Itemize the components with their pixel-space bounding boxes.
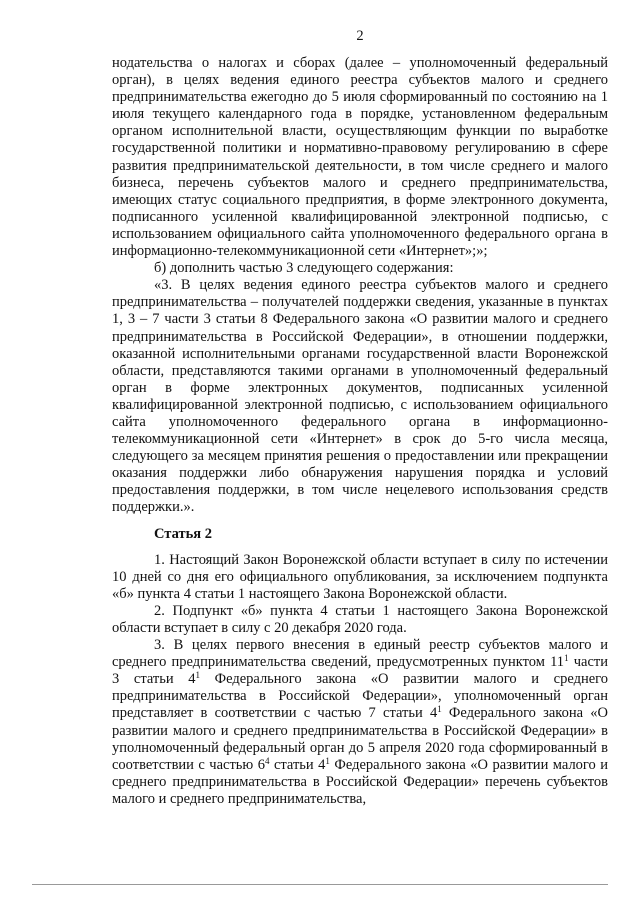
document-body [112, 55, 608, 808]
paragraph-part-3: «3. В целях ведения единого реестра субъектов малого и среднего предпринимательства – получателей поддержки сведения, указанные в пунктах 1, 3 – 7 части 3 статьи 8 Федерального закона «О развитии малого и среднего предпринимательства в Российской Федерации», в отношении поддержки, оказанной исполнительными органами государственной власти Воронежской области, представляются такими органами в уполномоченный федеральный орган в форме электронных документов, подписанных усиленной квалифицированной электронной подписью, с использованием официального сайта уполномоченного федерального органа в информационно-телекоммуникационной сети «Интернет» в срок до 5-го числа месяца, следующего за месяцем принятия решения о предоставлении или прекращении оказания поддержки либо обнаружения нарушения порядка и условий предоставления поддержки, в том числе нецелевого использования средств поддержки.». [112, 277, 608, 516]
text-segment: статьи 4 [269, 756, 326, 773]
paragraph-article2-item1: 1. Настоящий Закон Воронежской области вступает в силу по истечении 10 дней со дня его официального опубликования, за исключением подпункта «б» пункта 4 статьи 1 настоящего Закона Воронежской области. [112, 551, 608, 602]
paragraph-continuation: нодательства о налогах и сборах (далее – уполномоченный федеральный орган), в целях ведения единого реестра субъектов малого и среднего предпринимательства ежегодно до 5 июля сформированный по состоянию на 1 июля текущего календарного года в порядке, установленном федеральным органом исполнительной власти, осуществляющим функции по выработке государственной политики и нормативно-правовому регулированию в сфере развития предпринимательской деятельности, в том числе среднего и малого бизнеса, перечень субъектов малого и среднего предпринимательства, имеющих статус социального предприятия, в форме электронного документа, подписанного усиленной квалифицированной электронной подписью, с использованием официального сайта уполномоченного федерального органа в информационно-телекоммуникационной сети «Интернет»;»; [112, 55, 608, 260]
text-segment: части 3 статьи 4 [112, 654, 608, 688]
paragraph-article2-item3 [112, 637, 608, 808]
superscript: 1 [325, 755, 330, 766]
text-segment: Федерального закона «О развитии малого и среднего предпринимательства в Российской Федерации» в уполномоченный федеральный орган до 5 апреля 2020 года сформированный в соответствии с частью 6 [112, 705, 608, 773]
paragraph-subpoint-b: б) дополнить частью 3 следующего содержания: [154, 260, 454, 277]
superscript: 4 [264, 755, 270, 766]
text-segment: Федерального закона «О развитии малого и среднего предпринимательства в Российской Федерации», уполномоченный орган представляет в соответствии с частью 7 статьи 4 [112, 671, 608, 722]
page-bottom-rule [32, 884, 608, 885]
superscript: 1 [564, 653, 569, 664]
article-title: Статья 2 [154, 525, 212, 542]
text-segment: Федерального закона «О развитии малого и среднего предпринимательства в Российской Федерации» перечень субъектов малого и среднего предпринимательства, [112, 756, 608, 807]
superscript: 1 [437, 704, 442, 715]
page-number: 2 [356, 28, 364, 44]
text-segment: 3. В целях первого внесения в единый реестр субъектов малого и среднего предпринимательства сведений, предусмотренных пунктом 11 [112, 637, 608, 671]
paragraph-article2-item2: 2. Подпункт «б» пункта 4 статьи 1 настоящего Закона Воронежской области вступает в силу с 20 декабря 2020 года. [112, 602, 608, 636]
superscript: 1 [195, 670, 200, 681]
